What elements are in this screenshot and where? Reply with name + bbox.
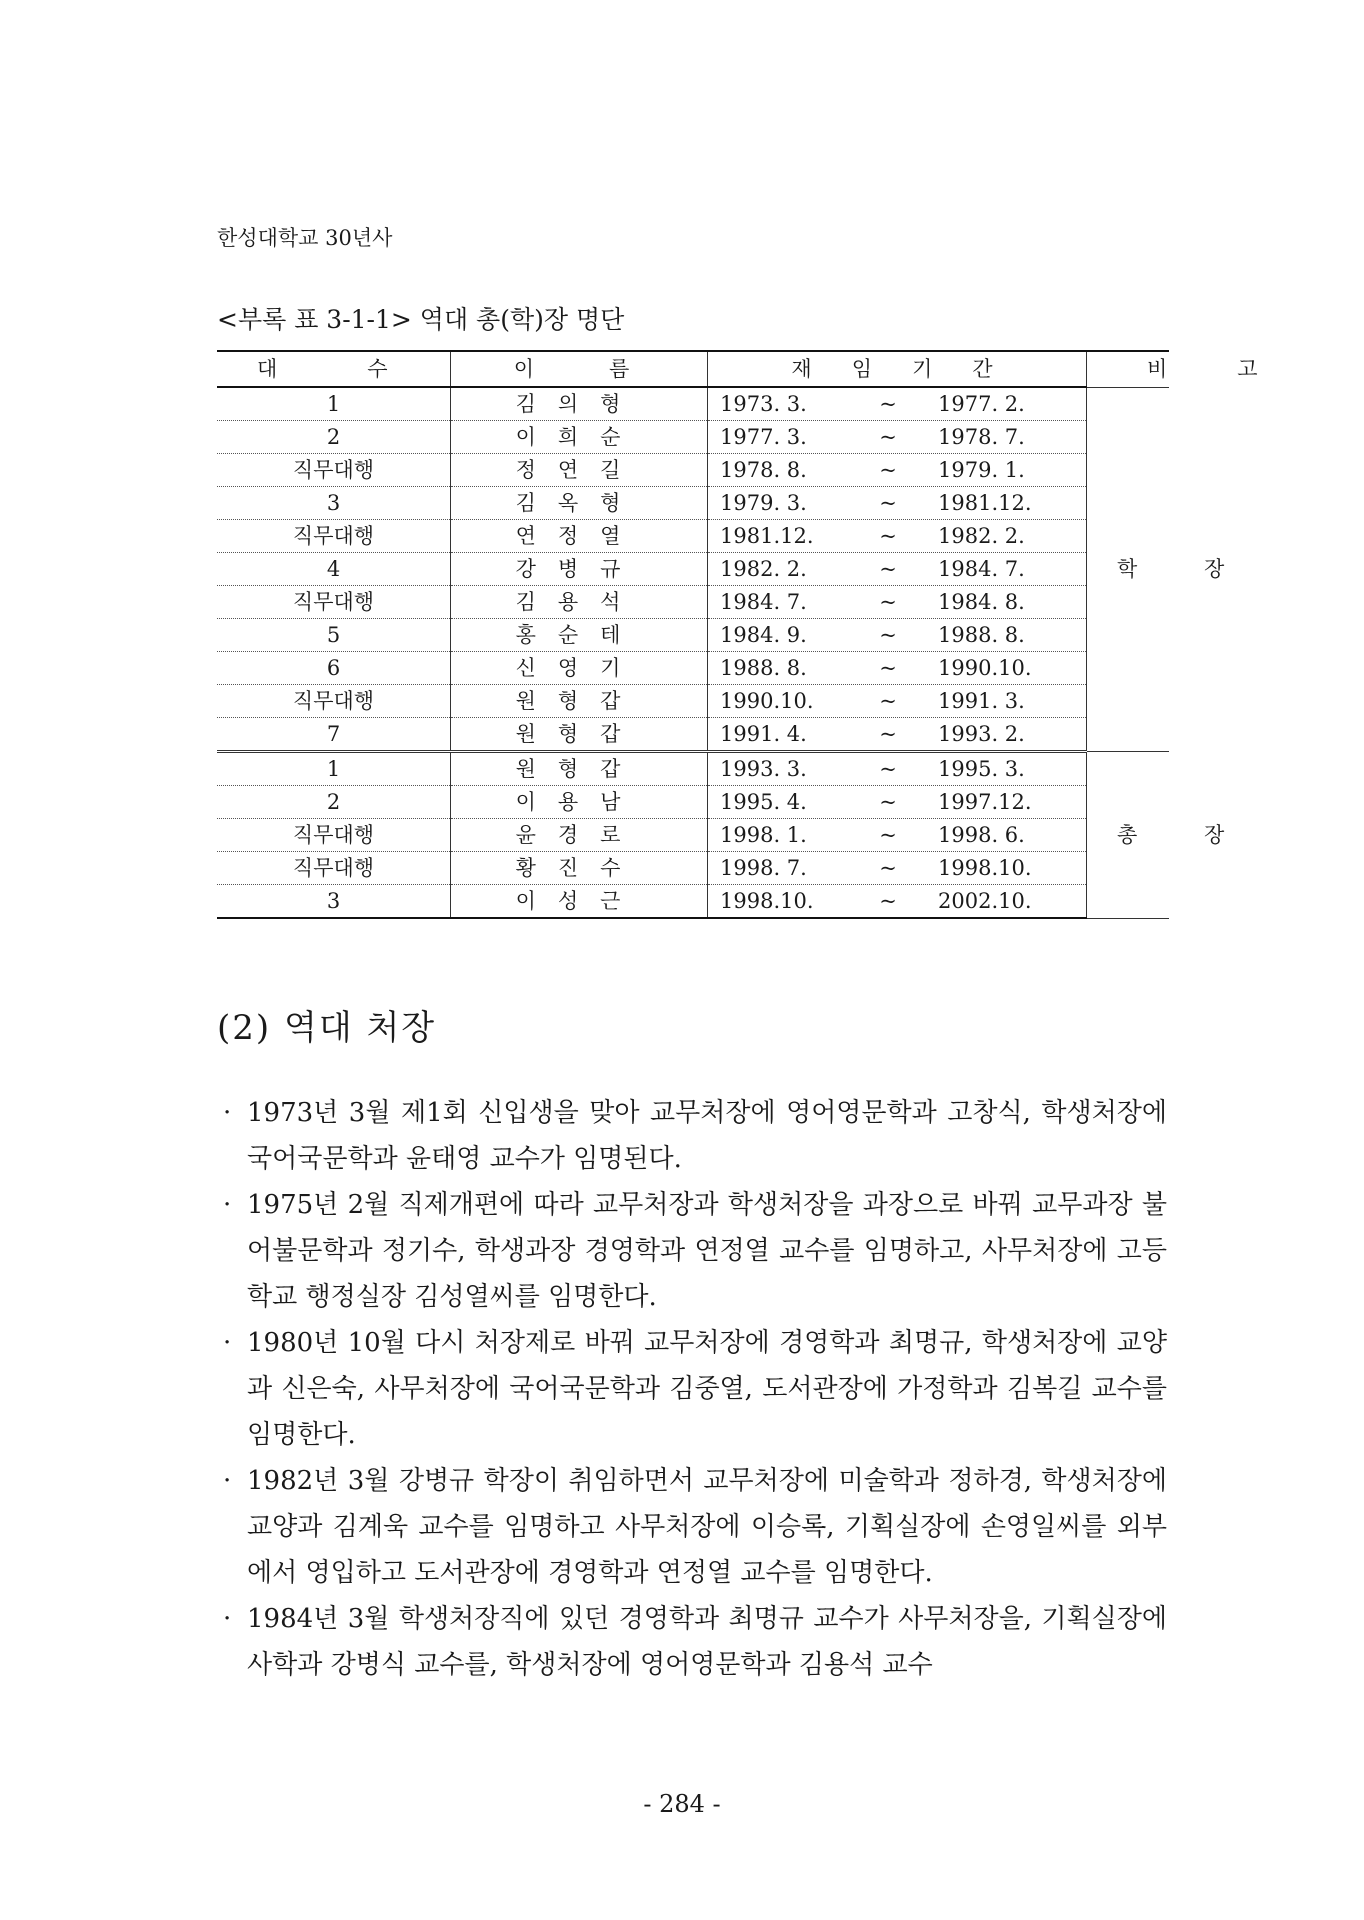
table-row: [217, 885, 1169, 919]
note-text: 학 장: [1117, 557, 1255, 582]
table-row: [217, 387, 1169, 421]
term-tilde: ~: [879, 757, 897, 781]
term-range: [708, 619, 1086, 651]
body-text: [217, 1090, 1167, 1688]
term-range: [708, 753, 1086, 785]
term-start: 1998. 1.: [720, 823, 807, 847]
cell-term: [708, 387, 1087, 421]
cell-generation: 2: [217, 786, 451, 819]
term-end: 2002.10.: [938, 889, 1032, 913]
cell-name: 원형갑: [451, 718, 708, 752]
term-tilde: ~: [879, 458, 897, 482]
cell-term: [708, 586, 1087, 619]
cell-generation: 6: [217, 652, 451, 685]
cell-term: [708, 752, 1087, 786]
term-end: 1998. 6.: [938, 823, 1025, 847]
term-start: 1981.12.: [720, 524, 814, 548]
term-tilde: ~: [879, 823, 897, 847]
section-heading: (2) 역대 처장: [217, 1008, 437, 1048]
paragraph-1980: · 1980년 10월 다시 처장제로 바꿔 교무처장에 경영학과 최명규, 학생처장에 교양과 신은숙, 사무처장에 국어국문학과 김중열, 도서관장에 가정학과 김복길 교수를 임명한다.: [217, 1320, 1167, 1458]
term-end: 1988. 8.: [938, 623, 1025, 647]
term-range: [708, 652, 1086, 684]
header-name: 이름: [451, 351, 708, 387]
term-range: [708, 520, 1086, 552]
table-caption: <부록 표 3-1-1> 역대 총(학)장 명단: [217, 305, 625, 334]
paragraph-1973: · 1973년 3월 제1회 신입생을 맞아 교무처장에 영어영문학과 고창식, 학생처장에 국어국문학과 윤태영 교수가 임명된다.: [217, 1090, 1167, 1182]
term-end: 1984. 7.: [938, 557, 1025, 581]
term-range: [708, 819, 1086, 851]
cell-term: [708, 553, 1087, 586]
paragraph-1984: · 1984년 3월 학생처장직에 있던 경영학과 최명규 교수가 사무처장을, 기획실장에 사학과 강병식 교수를, 학생처장에 영어영문학과 김용석 교수: [217, 1596, 1167, 1688]
table-row: [217, 752, 1169, 786]
cell-name: 윤경로: [451, 819, 708, 852]
term-range: [708, 454, 1086, 486]
term-tilde: ~: [879, 856, 897, 880]
term-end: 1998.10.: [938, 856, 1032, 880]
cell-name: 원형갑: [451, 752, 708, 786]
cell-name: 신영기: [451, 652, 708, 685]
cell-term: [708, 786, 1087, 819]
table-row: [217, 619, 1169, 652]
term-end: 1979. 1.: [938, 458, 1025, 482]
term-start: 1998. 7.: [720, 856, 807, 880]
term-tilde: ~: [879, 790, 897, 814]
term-start: 1993. 3.: [720, 757, 807, 781]
term-range: [708, 718, 1086, 750]
cell-term: [708, 718, 1087, 752]
cell-generation: 직무대행: [217, 685, 451, 718]
table-row: [217, 586, 1169, 619]
cell-note: [1087, 752, 1255, 919]
cell-term: [708, 885, 1087, 919]
term-end: 1991. 3.: [938, 689, 1025, 713]
table-row: [217, 786, 1169, 819]
term-tilde: ~: [879, 889, 897, 913]
cell-name: 이용남: [451, 786, 708, 819]
term-start: 1984. 7.: [720, 590, 807, 614]
cell-term: [708, 520, 1087, 553]
table-row: [217, 487, 1169, 520]
cell-generation: 3: [217, 487, 451, 520]
cell-name: 홍순테: [451, 619, 708, 652]
cell-generation: 4: [217, 553, 451, 586]
cell-generation: 직무대행: [217, 852, 451, 885]
term-tilde: ~: [879, 425, 897, 449]
cell-name: 강병규: [451, 553, 708, 586]
term-start: 1977. 3.: [720, 425, 807, 449]
term-end: 1993. 2.: [938, 722, 1025, 746]
paragraph-1975: · 1975년 2월 직제개편에 따라 교무처장과 학생처장을 과장으로 바꿔 교무과장 불어불문학과 정기수, 학생과장 경영학과 연정열 교수를 임명하고, 사무처장에 고등학교 행정실장 김성열씨를 임명한다.: [217, 1182, 1167, 1320]
term-end: 1981.12.: [938, 491, 1032, 515]
term-start: 1984. 9.: [720, 623, 807, 647]
cell-generation: 직무대행: [217, 586, 451, 619]
running-head: 한성대학교 30년사: [217, 226, 393, 250]
term-start: 1995. 4.: [720, 790, 807, 814]
cell-name: 이희순: [451, 421, 708, 454]
table-row: [217, 520, 1169, 553]
term-start: 1998.10.: [720, 889, 814, 913]
cell-generation: 5: [217, 619, 451, 652]
cell-name: 이성근: [451, 885, 708, 919]
term-start: 1973. 3.: [720, 392, 807, 416]
cell-generation: 직무대행: [217, 819, 451, 852]
term-tilde: ~: [879, 491, 897, 515]
cell-generation: 3: [217, 885, 451, 919]
cell-name: 황진수: [451, 852, 708, 885]
cell-generation: 7: [217, 718, 451, 752]
cell-term: [708, 421, 1087, 454]
cell-term: [708, 819, 1087, 852]
term-range: [708, 553, 1086, 585]
term-tilde: ~: [879, 623, 897, 647]
table-row: [217, 852, 1169, 885]
term-start: 1988. 8.: [720, 656, 807, 680]
cell-note: [1087, 387, 1255, 752]
table-header-row: [217, 351, 1169, 387]
cell-generation: 직무대행: [217, 520, 451, 553]
cell-term: [708, 487, 1087, 520]
table-row: [217, 652, 1169, 685]
cell-generation: 1: [217, 387, 451, 421]
table-row: [217, 421, 1169, 454]
table-row: [217, 553, 1169, 586]
term-range: [708, 852, 1086, 884]
term-range: [708, 586, 1086, 618]
cell-generation: 2: [217, 421, 451, 454]
cell-generation: 1: [217, 752, 451, 786]
table-row: [217, 685, 1169, 718]
term-end: 1982. 2.: [938, 524, 1025, 548]
term-range: [708, 786, 1086, 818]
term-start: 1978. 8.: [720, 458, 807, 482]
term-end: 1997.12.: [938, 790, 1032, 814]
term-range: [708, 421, 1086, 453]
term-range: [708, 487, 1086, 519]
term-tilde: ~: [879, 557, 897, 581]
cell-generation: 직무대행: [217, 454, 451, 487]
cell-term: [708, 619, 1087, 652]
term-end: 1995. 3.: [938, 757, 1025, 781]
cell-name: 정연길: [451, 454, 708, 487]
term-tilde: ~: [879, 590, 897, 614]
header-generation: 대수: [217, 351, 451, 387]
term-start: 1991. 4.: [720, 722, 807, 746]
term-tilde: ~: [879, 689, 897, 713]
cell-name: 김의형: [451, 387, 708, 421]
presidents-table: [217, 350, 1328, 919]
table-row: [217, 718, 1169, 752]
term-tilde: ~: [879, 392, 897, 416]
term-start: 1982. 2.: [720, 557, 807, 581]
term-range: [708, 388, 1086, 420]
cell-name: 김용석: [451, 586, 708, 619]
term-range: [708, 885, 1086, 917]
term-tilde: ~: [879, 524, 897, 548]
term-start: 1979. 3.: [720, 491, 807, 515]
term-end: 1990.10.: [938, 656, 1032, 680]
table-row: [217, 819, 1169, 852]
header-note: 비고: [1087, 351, 1170, 387]
cell-term: [708, 852, 1087, 885]
paragraph-1982: · 1982년 3월 강병규 학장이 취임하면서 교무처장에 미술학과 정하경, 학생처장에 교양과 김계욱 교수를 임명하고 사무처장에 이승록, 기획실장에 손영일씨를 외부에서 영입하고 도서관장에 경영학과 연정열 교수를 임명한다.: [217, 1458, 1167, 1596]
cell-term: [708, 454, 1087, 487]
page-number: - 284 -: [643, 1790, 721, 1818]
term-tilde: ~: [879, 722, 897, 746]
header-term: 재임기간: [708, 351, 1087, 387]
term-end: 1984. 8.: [938, 590, 1025, 614]
cell-term: [708, 685, 1087, 718]
table-body: [217, 387, 1255, 918]
term-start: 1990.10.: [720, 689, 814, 713]
note-text: 총 장: [1117, 822, 1255, 847]
cell-name: 연정열: [451, 520, 708, 553]
cell-term: [708, 652, 1087, 685]
cell-name: 원형갑: [451, 685, 708, 718]
term-range: [708, 685, 1086, 717]
term-end: 1978. 7.: [938, 425, 1025, 449]
table-row: [217, 454, 1169, 487]
term-end: 1977. 2.: [938, 392, 1025, 416]
cell-name: 김옥형: [451, 487, 708, 520]
term-tilde: ~: [879, 656, 897, 680]
